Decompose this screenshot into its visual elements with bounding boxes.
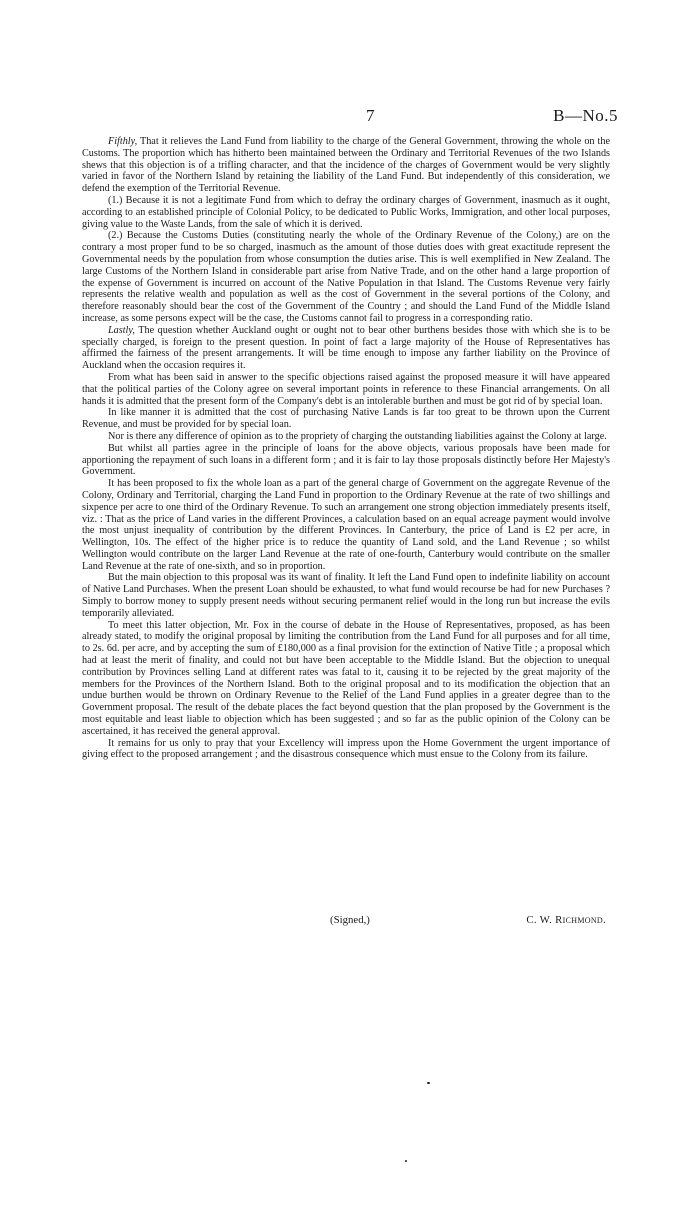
paragraph	[82, 620, 610, 738]
paragraph	[82, 572, 610, 619]
paragraph-text: To meet this latter objection, Mr. Fox in the course of debate in the House of Representatives, proposed, as has been already stated, to modify the original proposal by limiting the contribution from the Land Fund for all purposes and for all time, to 2s. 6d. per acre, and by accepting the sum of £180,000 as a final provision for the extinction of Native Title ; a proposal which had at least the merit of finality, and could not but have been acceptable to the Middle Island. But the objection to unequal contribution by Provinces selling Land at different rates was fatal to it, causing it to be rejected by the great majority of the members for the Provinces of the Northern Island. Both to the original proposal and to its modification the objection that an undue burthen would be thrown on Ordinary Revenue to the Relief of the Land Fund applies in a greater degree than to the Government proposal. The result of the debate places the fact beyond question that the plan proposed by the Government is the most equitable and least liable to objection which has been suggested ; and so far as the public opinion of the Colony can be ascertained, it has received the general approval.	[82, 619, 610, 737]
paragraph-lead: Fifthly,	[108, 136, 138, 147]
page-header	[110, 106, 618, 130]
paragraph-lead: Lastly,	[108, 324, 135, 336]
paragraph-text: But whilst all parties agree in the principle of loans for the above objects, various proposals have been made for apportioning the repayment of such loans in a different form ; and it is fair to lay those proposals distinctly before Her Majesty's Government.	[82, 442, 610, 478]
paragraph-text: (2.) Because the Customs Duties (constituting nearly the whole of the Ordinary Revenue of the Colony,) are on the contrary a most proper fund to be so charged, inasmuch as the amount of those duties does with great exactitude represent the Governmental needs by the population from whose consumption the duties arise. This is well exemplified in New Zealand. The large Customs of the Northern Island in considerable part arise from Native Trade, and on the other hand a large proportion of the expense of Government is incurred on account of the Native Population in that Island. The Customs Revenue very fairly represents the relative wealth and population as well as the cost of Government in the several portions of the Colony, and therefore reasonably should bear the cost of the Government of the Country ; and should the Land Fund of the Middle Island increase, as some persons expect will be the case, the Customs cannot fail to progress in a corresponding ratio.	[82, 230, 610, 324]
paragraph-text: It has been proposed to fix the whole loan as a part of the general charge of Government on the aggregate Revenue of the Colony, Ordinary and Territorial, charging the Land Fund in proportion to the Ordinary Revenue at the rate of two shillings and sixpence per acre to one third of the Ordinary Revenue. To such an arrangement one strong objection immediately presents itself, viz. : That as the price of Land varies in the different Provinces, a calculation based on an equal acreage payment would involve the most unjust inequality of contribution by the different Provinces. In Canterbury, the price of Land is £2 per acre, in Wellington, 10s. The effect of the higher price is to reduce the quantity of Land sold, and the Land Revenue ; so whilst Wellington would contribute on the larger Land Revenue at the rate of one-fourth, Canterbury would contribute on the smaller Land Revenue at the rate of one-sixth, and so in proportion.	[82, 478, 610, 572]
paragraph	[82, 431, 610, 443]
signatory-name: C. W. Richmond.	[526, 914, 606, 926]
signed-label: (Signed,)	[330, 914, 370, 926]
paragraph-text: That it relieves the Land Fund from liability to the charge of the General Government, throwing the whole on the Customs. The proportion which has hitherto been maintained between the Ordinary and Territorial Revenues of the two Islands shews that this objection is of a trifling character, and that the incidence of the charges of Government would be very slightly varied in favor of the Northern Island by retaining the liability of the Land Fund. But independently of this consideration, we defend the exemption of the Territorial Revenue.	[82, 136, 610, 195]
paragraph-reason-1	[82, 195, 610, 230]
paragraph	[82, 407, 610, 431]
paragraph-text: But the main objection to this proposal was its want of finality. It left the Land Fund open to indefinite liability on account of Native Land Purchases. When the present Loan should be exhausted, to what fund would recourse be had for new Purchases ? Simply to borrow money to supply present needs without securing permanent relief would in the long run but increase the evils temporarily alleviated.	[82, 572, 610, 619]
paragraph	[82, 372, 610, 407]
paragraph	[82, 738, 610, 762]
paragraph-reason-2	[82, 230, 610, 324]
paragraph-text: It remains for us only to pray that your Excellency will impress upon the Home Government the urgent importance of giving effect to the proposed arrangement ; and the disastrous consequence which must ensue to the Colony from its failure.	[82, 737, 610, 761]
paragraph-text: (1.) Because it is not a legitimate Fund from which to defray the ordinary charges of Government, inasmuch as it ought, according to an established principle of Colonial Policy, to be dedicated to Public Works, Immigration, and other local purposes, giving value to the Waste Lands, from the sale of which it is derived.	[82, 194, 610, 230]
paragraph-lastly	[82, 325, 610, 372]
paragraph-text: From what has been said in answer to the specific objections raised against the proposed measure it will have appeared that the political parties of the Colony agree on several important points in reference to these Financial arrangements. On all hands it is admitted that the present form of the Company's debt is an intolerable burthen and must be got rid of by special loan.	[82, 371, 610, 407]
paragraph	[82, 478, 610, 572]
signature-block	[82, 914, 610, 928]
paragraph-text: The question whether Auckland ought or ought not to bear other burthens besides those with which she is to be specially charged, is foreign to the present question. In point of fact a large majority of the House of Representatives has affirmed the fairness of the present arrangements. It will be time enough to impose any farther liability on the Province of Auckland when the occasion requires it.	[82, 324, 610, 372]
ink-speck	[427, 1082, 430, 1084]
paragraph-fifthly	[82, 136, 610, 195]
paragraph-text: Nor is there any difference of opinion as to the propriety of charging the outstanding liabilities against the Colony at large.	[108, 430, 607, 442]
document-reference: B—No.5	[553, 106, 618, 125]
ink-speck	[405, 1160, 407, 1162]
page-number: 7	[366, 106, 375, 125]
paragraph-text: In like manner it is admitted that the cost of purchasing Native Lands is far too great to be thrown upon the Current Revenue, and must be provided for by special loan.	[82, 407, 610, 431]
body-text	[82, 136, 610, 761]
paragraph	[82, 443, 610, 478]
